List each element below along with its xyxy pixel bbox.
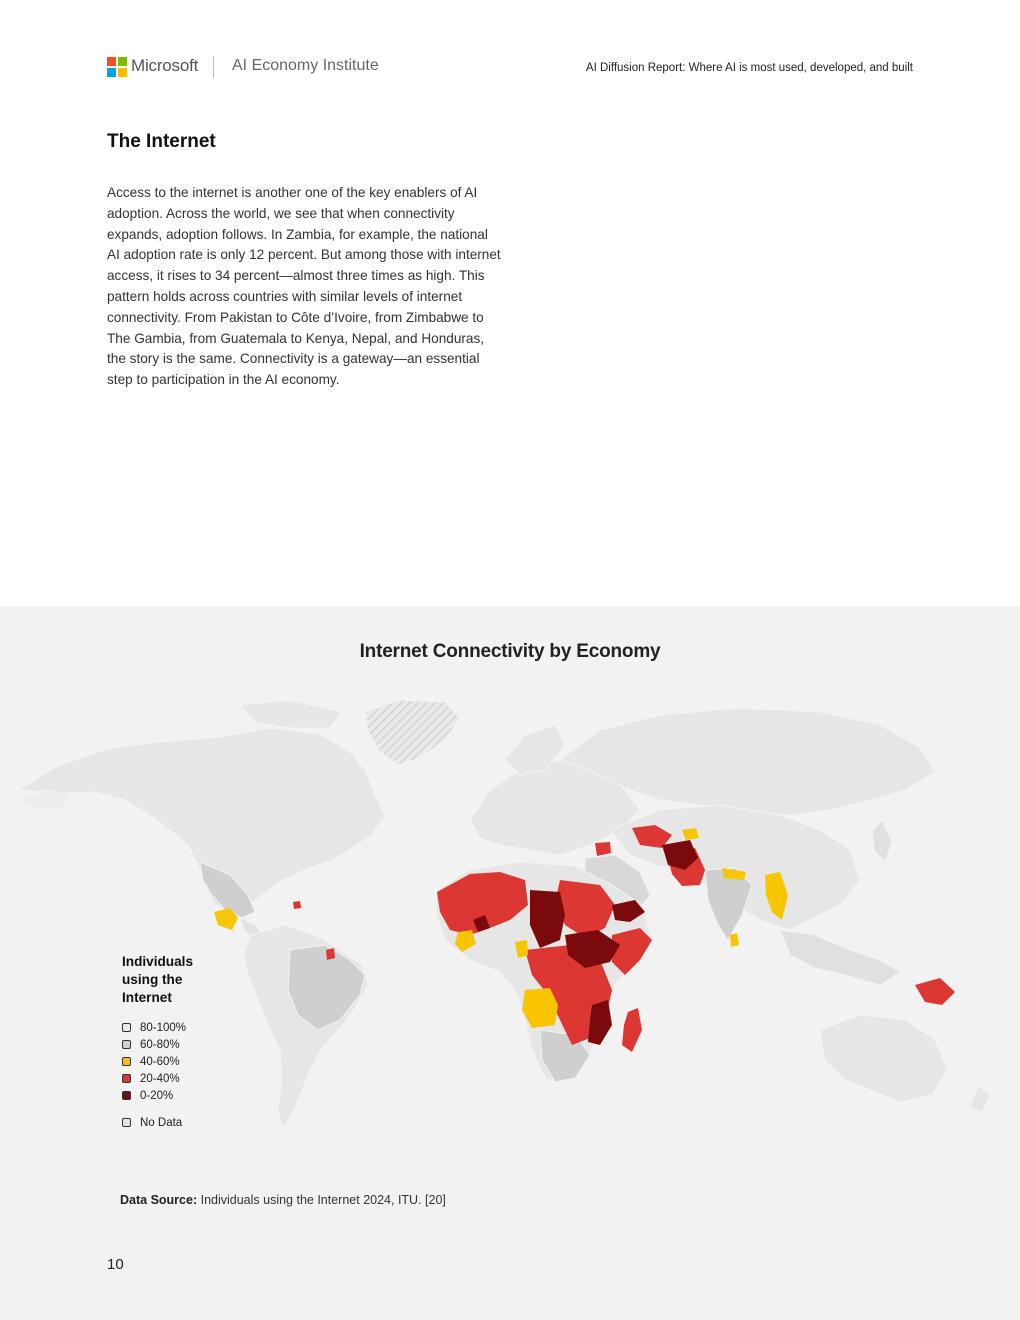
legend-label: No Data [140,1116,183,1129]
suriname-20-40 [326,948,335,960]
australia [820,1015,948,1102]
north-america [18,728,385,912]
legend-swatch [122,1057,131,1066]
legend-item [122,1036,212,1053]
legend-swatch [122,1074,131,1083]
legend-item [122,1087,212,1104]
chart-title: Internet Connectivity by Economy [359,641,661,662]
horn-of-africa-20-40 [612,928,652,975]
legend-items [122,1019,212,1131]
syria-20-40 [595,842,611,856]
institute-name: AI Economy Institute [232,57,379,74]
legend-item [122,1053,212,1070]
japan [872,820,892,862]
source-label: Data Source: [120,1193,198,1207]
legend-label: 40-60% [140,1055,180,1068]
canada-islands [240,700,340,728]
data-source [120,1193,446,1207]
legend-swatch [122,1118,131,1127]
legend-label: 60-80% [140,1038,180,1051]
new-zealand [970,1085,990,1112]
legend-label: 20-40% [140,1072,180,1085]
legend-title: Individuals using the Internet [122,954,194,1005]
haiti-20-40 [293,901,301,909]
section-title: The Internet [107,131,216,152]
brand-name: Microsoft [131,56,199,75]
greenland [365,700,460,765]
legend-label: 80-100% [140,1021,187,1034]
madagascar-20-40 [622,1008,642,1052]
report-title: AI Diffusion Report: Where AI is most used, developed, and built [585,62,913,74]
southeast-asia [780,930,900,985]
legend-swatch [122,1023,131,1032]
header-divider [213,56,214,78]
legend-item [122,1019,212,1036]
page-header [0,0,1020,100]
microsoft-logo-icon [107,57,127,77]
section-body: Access to the internet is another one of the key enablers of AI adoption. Across the world, we see that when connectivity expands, adoption follows. In Zambia, for example, the national AI adoption rate is only 12 percent. But among those with internet access, it rises to 34 percent—almost three times as high. This pattern holds across countries with similar levels of internet connectivity. From Pakistan to Côte d’Ivoire, from Zimbabwe to The Gambia, from Guatemala to Kenya, Nepal, and Honduras, the story is the same. Connectivity is a gateway—an essential step to participation in the AI economy. [107,185,501,388]
alaska [20,790,70,810]
legend-swatch [122,1040,131,1049]
papua-new-guinea-20-40 [915,978,955,1005]
legend-swatch [122,1091,131,1100]
india [705,868,752,940]
legend-item-nodata [122,1114,212,1131]
source-text: Individuals using the Internet 2024, ITU. [20] [200,1193,446,1207]
page-number: 10 [107,1256,124,1273]
sri-lanka-40-60 [730,933,739,947]
map-legend [122,953,212,1131]
legend-item [122,1070,212,1087]
legend-label: 0-20% [140,1089,174,1102]
